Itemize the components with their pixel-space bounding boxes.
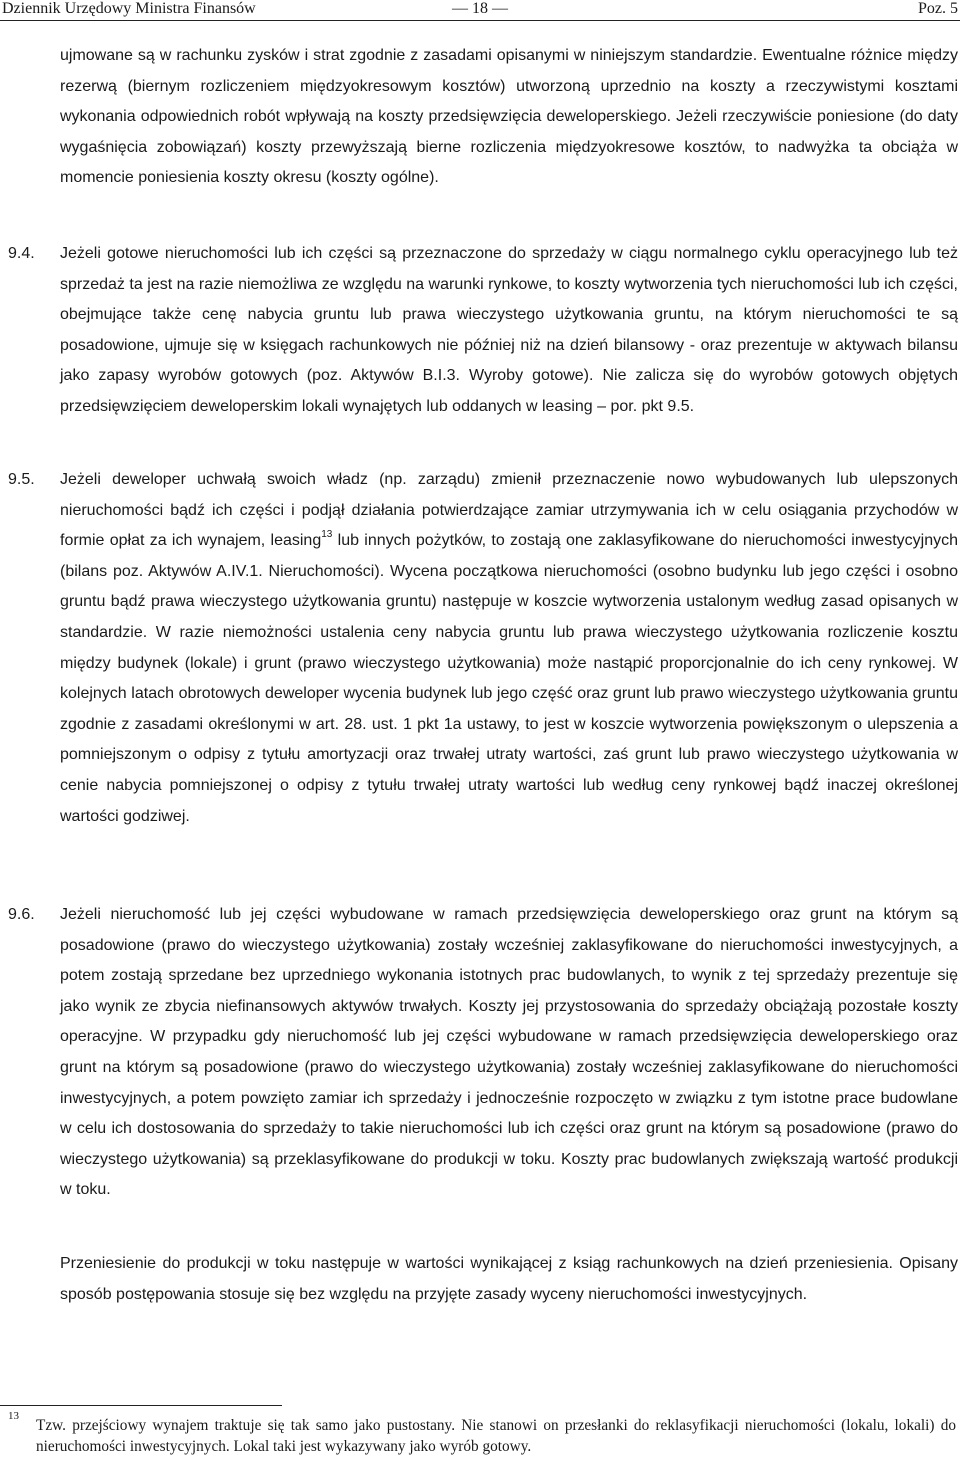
journal-title: Dziennik Urzędowy Ministra Finansów: [2, 0, 256, 17]
section-number-9-5: 9.5.: [8, 471, 35, 488]
position-number: Poz. 5: [918, 0, 958, 17]
intro-text-a: ujmowane są w rachunku zysków i strat zgodnie z zasadami opisanymi w niniejszym standardzie. Ewentualne różnice między rezerwą (biernym rozliczeniem międzyokresowym kosztów) utworzoną uprzednio na koszty a rzeczywistymi kosztami wykonania odpowiednich robót wpływają na koszty przedsięwzięcia deweloperskiego.: [60, 47, 958, 126]
section-9-6-para2-text: Przeniesienie do produkcji w toku następuje w wartości wynikającej z ksiąg rachunkowych na dzień przeniesienia. Opisany sposób postępowania stosuje się bez względu na przyjęte zasady wyceny nieruchomości inwestycyjnych.: [60, 1255, 958, 1303]
footnote-number: 13: [8, 1410, 19, 1422]
section-9-5-text-b: lub innych pożytków, to zostają one zaklasyfikowane do nieruchomości inwestycyjnych (bilans poz. Aktywów A.IV.1. Nieruchomości). Wycena początkowa nieruchomości (osobno budynku lub jego części i osobno gruntu bądź prawa wieczystego użytkowania gruntu) następuje w koszcie wytworzenia ustalonym według zasad opisanych w standardzie. W razie niemożności ustalenia ceny nabycia gruntu lub prawa wieczystego użytkowania rozliczenie kosztu między budynek (lokale) i grunt (prawo wieczystego użytkowania) może nastąpić proporcjonalnie do ich ceny rynkowej. W kolejnych latach obrotowych deweloper wycenia budynek lub jego część oraz grunt lub prawo wieczystego użytkowania gruntu zgodnie z zasadami określonymi w art. 28. ust. 1 pkt 1a ustawy, to jest w koszcie wytworzenia powiększonym o ulepszenia a pomniejszonym o odpisy z tytułu amortyzacji oraz trwałej utraty wartości, zaś grunt lub prawo wieczystego użytkowania w cenie nabycia pomniejszonej o odpisy z tytułu trwałej utraty wartości lub według ceny rynkowej bądź inaczej określonej wartości godziwej.: [60, 532, 958, 825]
footnote-separator: [0, 1405, 282, 1406]
section-9-5-text-a: Jeżeli deweloper uchwałą swoich władz (np. zarządu) zmienił przeznaczenie nowo wybudowanych lub ulepszonych nieruchomości bądź ich części i podjął działania potwierdzające zamiar utrzymywania ich w celu osiągania przychodów w formie opłat za ich wynajem, leasing: [60, 471, 958, 550]
intro-paragraph: [60, 41, 958, 194]
section-9-6: [60, 900, 958, 1206]
footnote-text: Tzw. przejściowy wynajem traktuje się tak samo jako pustostany. Nie stanowi on przesłanki do reklasyfikacji nieruchomości (lokalu, lokali) do nieruchomości inwestycyjnych. Lokal taki jest wykazywany jako wyrób gotowy.: [36, 1417, 956, 1455]
footnote-reference[interactable]: 13: [321, 529, 333, 541]
section-number-9-4: 9.4.: [8, 245, 35, 262]
page-header: [0, 0, 960, 21]
section-9-5: [60, 465, 958, 832]
section-9-6-paragraph-2: [60, 1249, 958, 1310]
section-9-4: [60, 239, 958, 423]
section-number-9-6: 9.6.: [8, 906, 35, 923]
page-number: — 18 —: [452, 0, 508, 17]
section-9-4-text: Jeżeli gotowe nieruchomości lub ich części są przeznaczone do sprzedaży w ciągu normalnego cyklu operacyjnego lub też sprzedaż ta jest na razie niemożliwa ze względu na warunki rynkowe, to koszty wytworzenia tych nieruchomości lub ich części, obejmujące także cenę nabycia gruntu lub prawa wieczystego użytkowania gruntu, na którym nieruchomości te są posadowione, ujmuje się w księgach rachunkowych nie później niż na dzień bilansowy - oraz prezentuje w aktywach bilansu jako zapasy wyrobów gotowych (poz. Aktywów B.I.3. Wyroby gotowe). Nie zalicza się do wyrobów gotowych objętych przedsięwzięciem deweloperskim lokali wynajętych lub oddanych w leasing – por. pkt 9.5.: [60, 245, 958, 415]
intro-text-b: Jeżeli rzeczywiście poniesione (do daty wygaśnięcia zobowiązań) koszty przewyższają bierne rozliczenia międzyokresowe kosztów, to nadwyżka ta obciąża w momencie poniesienia koszty okresu (koszty ogólne).: [60, 108, 958, 187]
section-9-6-text: Jeżeli nieruchomość lub jej części wybudowane w ramach przedsięwzięcia deweloperskiego oraz grunt na którym są posadowione (prawo do wieczystego użytkowania) zostały wcześniej zaklasyfikowane do nieruchomości inwestycyjnych, a potem zostają sprzedane bez uprzedniego wykonania istotnych prac budowlanych, to wynik z tej sprzedaży prezentuje się jako wynik ze zbycia niefinansowych aktywów trwałych. Koszty jej przystosowania do sprzedaży obciążają pozostałe koszty operacyjne. W przypadku gdy nieruchomość lub jej części wybudowane w ramach przedsięwzięcia deweloperskiego oraz grunt na którym są posadowione (prawo do wieczystego użytkowania) zostały wcześniej zaklasyfikowane do nieruchomości inwestycyjnych, a potem powzięto zamiar ich sprzedaży i jednocześnie rozpoczęto w związku z tym istotne prace budowlane w celu ich dostosowania do sprzedaży to takie nieruchomości lub ich części oraz grunt na którym są posadowione (prawo do wieczystego użytkowania) są przeklasyfikowane do produkcji w toku. Koszty prac budowlanych zwiększają wartość produkcji w toku.: [60, 906, 958, 1199]
